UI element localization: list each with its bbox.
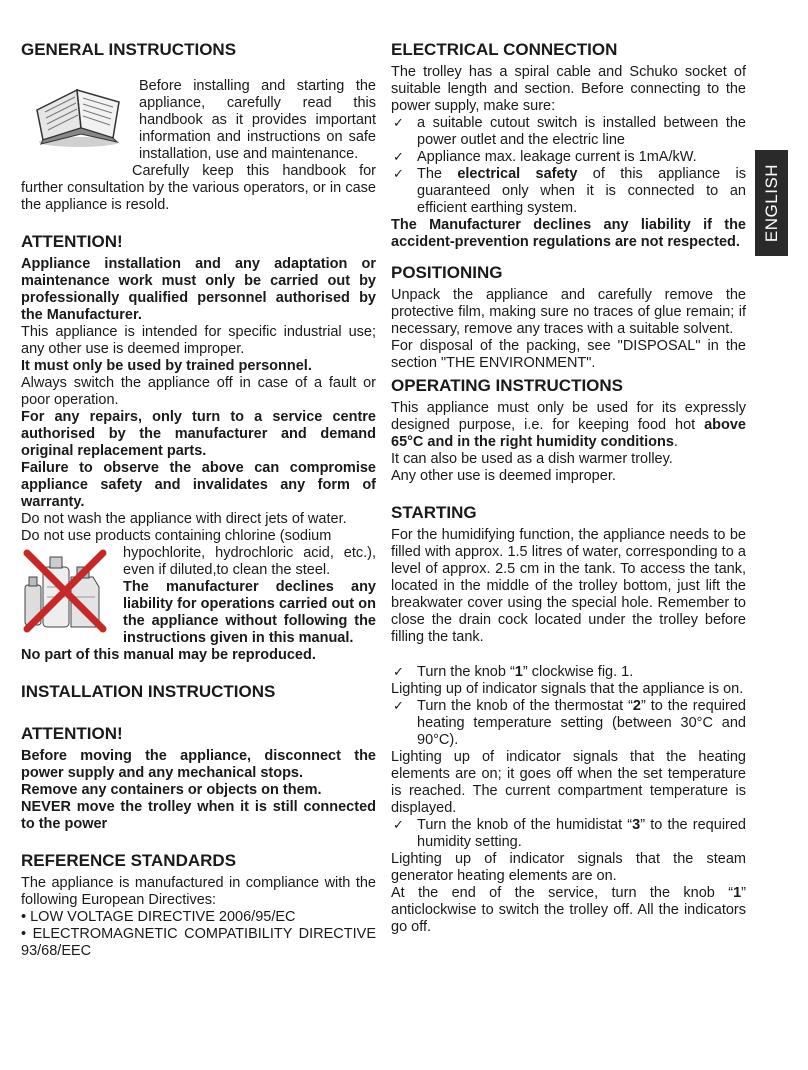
starting-heating-indicator: Lighting up of indicator signals that the heating elements are on; it goes off when the set temperature is reached. The current compartment temperature is displayed. [391, 749, 746, 816]
directive-emc: • ELECTROMAGNETIC COMPATIBILITY DIRECTIVE 93/68/EEC [21, 926, 376, 959]
general-intro-text: Before installing and starting the appliance, carefully read this handbook as it provides important information and instructions on safe installation, use and maintenance. [139, 78, 376, 162]
attention-repairs: For any repairs, only turn to a service centre authorised by the manufacturer and demand original replacement parts. [21, 409, 376, 459]
standards-intro: The appliance is manufactured in compliance with the following European Directives: [21, 875, 376, 908]
moving-warning: Before moving the appliance, disconnect the power supply and any mechanical stops. [21, 748, 376, 781]
language-label: ENGLISH [761, 163, 781, 243]
no-chlorine-products-icon [21, 547, 109, 633]
language-side-tab [755, 150, 788, 256]
starting-switch-off: At the end of the service, turn the knob “1” anticlockwise to switch the trolley off. All the indicators go off. [391, 885, 746, 935]
remove-containers-warning: Remove any containers or objects on them. [21, 782, 322, 798]
electrical-intro: The trolley has a spiral cable and Schuko socket of suitable length and section. Before connecting to the power supply, make sure: [391, 64, 746, 114]
starting-humidifying: For the humidifying function, the appliance needs to be filled with approx. 1.5 litres of water, corresponding to a level of approx. 2.5 cm in the tank. To access the tank, located in the middle of the trolley bottom, just lift the breakwater cover using the special hole. Remember to close the drain cock located under the trolley before filling the tank. [391, 527, 746, 645]
starting-steam-indicator: Lighting up of indicator signals that the steam generator heating elements are on. [391, 851, 746, 884]
attention-liability: The manufacturer declines any liability for operations carried out on the appliance without following the instructions given in this manual. [123, 579, 376, 646]
installation-instructions-heading: INSTALLATION INSTRUCTIONS [21, 682, 276, 701]
attention-intended-use: This appliance is intended for specific industrial use; any other use is deemed improper. [21, 324, 376, 357]
directive-low-voltage: • LOW VOLTAGE DIRECTIVE 2006/95/EC [21, 909, 296, 925]
starting-indicator-on: Lighting up of indicator signals that the appliance is on. [391, 681, 744, 697]
positioning-heading: POSITIONING [391, 263, 503, 282]
attention-failure: Failure to observe the above can compromise appliance safety and invalidates any form of warranty. [21, 460, 376, 510]
left-column [21, 40, 376, 960]
reference-standards-heading: REFERENCE STANDARDS [21, 851, 237, 870]
never-move-warning: NEVER move the trolley when it is still connected to the power [21, 799, 376, 832]
attention-installation-warning: Appliance installation and any adaptation or maintenance work must only be carried out by professionally qualified personnel authorised by the Manufacturer. [21, 256, 376, 323]
electrical-connection-heading: ELECTRICAL CONNECTION [391, 40, 618, 59]
electrical-liability: The Manufacturer declines any liability if the accident-prevention regulations are not respected. [391, 217, 746, 250]
check-earthing: ✓ The electrical safety of this appliance is guaranteed only when it is connected to an efficient earthing system. [391, 166, 746, 217]
attention-reproduction: No part of this manual may be reproduced. [21, 647, 316, 663]
operating-instructions-heading: OPERATING INSTRUCTIONS [391, 376, 624, 395]
general-instructions-heading: GENERAL INSTRUCTIONS [21, 40, 237, 59]
operating-purpose: This appliance must only be used for its expressly designed purpose, i.e. for keeping food hot above 65°C and in the right humidity conditions. [391, 400, 746, 450]
attention-water-jets: Do not wash the appliance with direct jets of water. [21, 511, 347, 527]
operating-other-use: Any other use is deemed improper. [391, 468, 616, 484]
attention-chlorine-continued: hypochlorite, hydrochloric acid, etc.), even if diluted,to clean the steel. [123, 545, 376, 578]
attention-switch-off: Always switch the appliance off in case of a fault or poor operation. [21, 375, 376, 408]
check-humidistat-knob: ✓ Turn the knob of the humidistat “3” to the required humidity setting. [391, 817, 746, 851]
open-book-icon [29, 82, 129, 148]
check-knob-1: ✓ Turn the knob “1” clockwise fig. 1. [391, 664, 746, 681]
starting-heading: STARTING [391, 503, 477, 522]
attention-heading-2: ATTENTION! [21, 724, 123, 743]
general-keep-text: Carefully keep this handbook for further consultation by the various operators, or in case the appliance is resold. [21, 163, 376, 213]
check-thermostat-knob: ✓ Turn the knob of the thermostat “2” to the required heating temperature setting (between 30°C and 90°C). [391, 698, 746, 749]
check-leakage-current: ✓ Appliance max. leakage current is 1mA/kW. [391, 149, 746, 166]
positioning-disposal: For disposal of the packing, see "DISPOSAL" in the section "THE ENVIRONMENT". [391, 338, 746, 371]
positioning-unpack: Unpack the appliance and carefully remove the protective film, making sure no traces of glue remain; if necessary, remove any traces with a suitable solvent. [391, 287, 746, 337]
attention-heading-1: ATTENTION! [21, 232, 123, 251]
attention-chlorine-line: Do not use products containing chlorine (sodium [21, 528, 332, 544]
attention-trained-personnel: It must only be used by trained personnel. [21, 358, 312, 374]
right-column [391, 40, 746, 936]
operating-dish-warmer: It can also be used as a dish warmer trolley. [391, 451, 673, 467]
check-cutout-switch: ✓ a suitable cutout switch is installed between the power outlet and the electric line [391, 115, 746, 149]
